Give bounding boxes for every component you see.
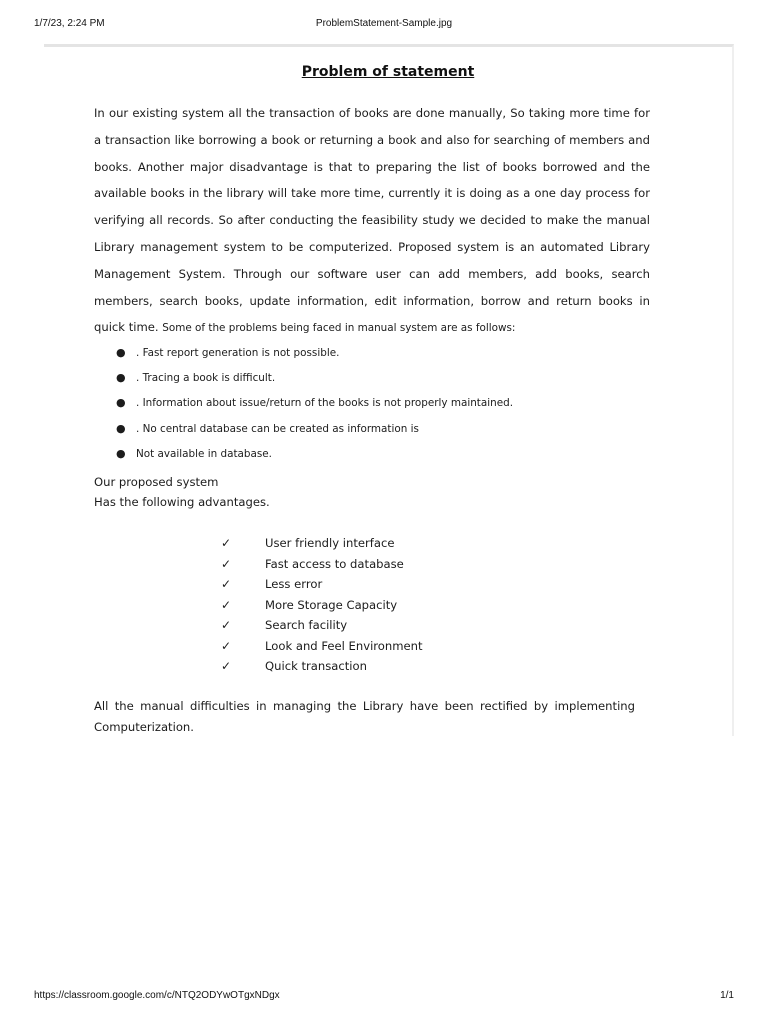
checkmark-icon: ✓ bbox=[221, 556, 232, 571]
list-item bbox=[116, 420, 513, 445]
advantage-text: Quick transaction bbox=[265, 659, 367, 673]
list-item bbox=[221, 554, 423, 575]
print-date: 1/7/23, 2:24 PM bbox=[34, 18, 105, 29]
advantage-text: Search facility bbox=[265, 618, 348, 632]
bullet-icon: ● bbox=[116, 371, 126, 385]
problem-text: . Fast report generation is not possible. bbox=[136, 347, 340, 359]
list-item bbox=[221, 533, 423, 554]
list-item bbox=[116, 344, 513, 369]
bullet-icon: ● bbox=[116, 446, 126, 460]
problem-text: Not available in database. bbox=[136, 447, 272, 460]
problem-text: . No central database can be created as information is bbox=[136, 422, 419, 435]
intro-paragraph bbox=[94, 100, 650, 342]
bullet-icon: ● bbox=[116, 346, 126, 359]
closing-paragraph: All the manual difficulties in managing the Library have been rectified by implementing Computerization. bbox=[94, 699, 635, 734]
advantages-list bbox=[221, 533, 423, 677]
problem-text: . Tracing a book is difficult. bbox=[136, 372, 276, 385]
advantage-text: Fast access to database bbox=[265, 556, 404, 571]
list-item bbox=[116, 369, 513, 394]
list-item bbox=[221, 656, 423, 677]
page-count: 1/1 bbox=[720, 990, 734, 1001]
proposed-line-1: Our proposed system bbox=[94, 475, 219, 489]
list-item bbox=[116, 445, 513, 470]
document-image bbox=[44, 44, 734, 736]
advantage-text: Less error bbox=[265, 577, 323, 591]
document-title: Problem of statement bbox=[301, 64, 475, 80]
problem-text: . Information about issue/return of the books is not properly maintained. bbox=[136, 397, 514, 410]
list-item bbox=[221, 636, 423, 657]
print-header bbox=[34, 18, 734, 32]
list-item bbox=[221, 595, 423, 616]
problems-list bbox=[116, 344, 513, 470]
advantage-text: User friendly interface bbox=[265, 536, 395, 550]
list-item bbox=[116, 394, 513, 419]
checkmark-icon: ✓ bbox=[221, 618, 232, 632]
checkmark-icon: ✓ bbox=[221, 577, 232, 591]
print-url: https://classroom.google.com/c/NTQ2ODYwOTgxNDgx bbox=[34, 990, 280, 1001]
advantage-text: Look and Feel Environment bbox=[265, 638, 423, 653]
intro-tail-text: Some of the problems being faced in manual system are as follows: bbox=[162, 322, 516, 335]
checkmark-icon: ✓ bbox=[221, 536, 232, 550]
intro-main-text: In our existing system all the transaction of books are done manually, So taking more time for a transaction like borrowing a book or returning a book and also for searching of members and books. Another major disadvantage is that to preparing the list of books borrowed and the available books in the library will take more time, currently it is doing as a one day process for verifying all records. So after conducting the feasibility study we decided to make the manual Library management system to be computerized. Proposed system is an automated Library Management System. Through our software user can add members, add books, search members, search books, update information, edit information, borrow and return books in quick time. bbox=[94, 106, 650, 335]
list-item bbox=[221, 615, 423, 636]
bullet-icon: ● bbox=[116, 421, 126, 435]
checkmark-icon: ✓ bbox=[221, 659, 232, 673]
print-footer bbox=[34, 990, 734, 1004]
print-filename: ProblemStatement-Sample.jpg bbox=[315, 18, 453, 29]
proposed-line-2: Has the following advantages. bbox=[94, 495, 270, 509]
advantage-text: More Storage Capacity bbox=[265, 597, 398, 612]
checkmark-icon: ✓ bbox=[221, 597, 232, 612]
bullet-icon: ● bbox=[116, 396, 126, 410]
checkmark-icon: ✓ bbox=[221, 638, 232, 653]
list-item bbox=[221, 574, 423, 595]
proposed-system-heading bbox=[94, 472, 270, 512]
